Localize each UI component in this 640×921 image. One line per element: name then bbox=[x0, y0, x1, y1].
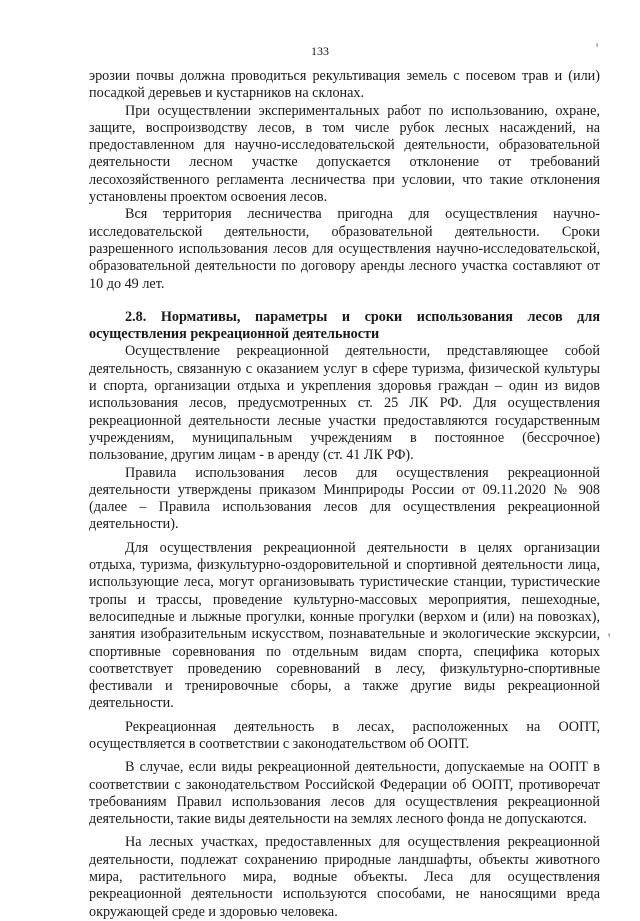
paragraph-landscape-preservation: На лесных участках, предоставленных для осуществления рекреационной деятельности, подлежат сохранению природные ландшафты, объекты животного мира, растительного мира, водные объекты. Леса для осуществления рекреационной деятельности используются способами, не наносящими вреда окружающей среде и здоровью человека. bbox=[89, 834, 600, 920]
paragraph-recreation-oopt: Рекреационная деятельность в лесах, расположенных на ООПТ, осуществляется в соответствии с законодательством об ООПТ. bbox=[89, 718, 600, 752]
paragraph-recreation-activities: Для осуществления рекреационной деятельности в целях организации отдыха, туризма, физкультурно-оздоровительной и спортивной деятельности лица, использующие леса, могут организовывать туристические станции, туристические тропы и трассы, проведение культурно-массовых мероприятия, пешеходные, велосипедные и лыжные прогулки, конные прогулки (верхом и (или) на повозках), занятия изобразительным искусством, познавательные и экологические экскурсии, спортивные соревнования по отдельным видам спорта, специфика которых соответствует проведению соревнований в лесу, физкультурно-спортивные фестивали и тренировочные сборы, а также другие виды рекреационной деятельности. bbox=[89, 539, 600, 712]
paragraph-recreation-definition: Осуществление рекреационной деятельности, представляющее собой деятельность, связанную с оказанием услуг в сфере туризма, физической культуры и спорта, организации отдыха и укрепления здоровья граждан – один из видов использования лесов, предусмотренных ст. 25 ЛК РФ. Для осуществления рекреационной деятельности лесные участки предоставляются государственным учреждениям, муниципальным учреждениям в постоянное (бессрочное) пользование, другим лицам - в аренду (ст. 41 ЛК РФ). bbox=[89, 343, 600, 464]
document-body bbox=[89, 68, 600, 921]
paragraph-recreation-rules: Правила использования лесов для осуществления рекреационной деятельности утверждены приказом Минприроды России от 09.11.2020 № 908 (далее – Правила использования лесов для осуществления рекреационной деятельности). bbox=[89, 464, 600, 533]
paragraph-research-territory: Вся территория лесничества пригодна для осуществления научно-исследовательской деятельности, образовательной деятельности. Сроки разрешенного использования лесов для осуществления научно-исследовательской, образовательной деятельности по договору аренды лесного участка составляют от 10 до 49 лет. bbox=[89, 206, 600, 292]
page-number: 133 bbox=[311, 44, 329, 58]
paragraph-oopt-conflict: В случае, если виды рекреационной деятельности, допускаемые на ООПТ в соответствии с законодательством Российской Федерации об ООПТ, противоречат требованиям Правил использования лесов для осуществления рекреационной деятельности, такие виды деятельности на землях лесного фонда не допускаются. bbox=[89, 759, 600, 828]
section-heading: 2.8. Нормативы, параметры и сроки использования лесов для осуществления рекреационной деятельности bbox=[89, 308, 600, 343]
paragraph-experimental-works: При осуществлении экспериментальных работ по использованию, охране, защите, воспроизводству лесов, в том числе рубок лесных насаждений, на предоставленном для научно-исследовательской деятельности, образовательной деятельности лесном участке допускается отклонение от требований лесохозяйственного регламента лесничества при условии, что такие отклонения установлены проектом освоения лесов. bbox=[89, 102, 600, 206]
paragraph-continuation: эрозии почвы должна проводиться рекультивация земель с посевом трав и (или) посадкой деревьев и кустарников на склонах. bbox=[89, 68, 600, 102]
scan-mark: ꞌ bbox=[608, 630, 611, 644]
scan-mark: ꞌ bbox=[596, 40, 599, 54]
